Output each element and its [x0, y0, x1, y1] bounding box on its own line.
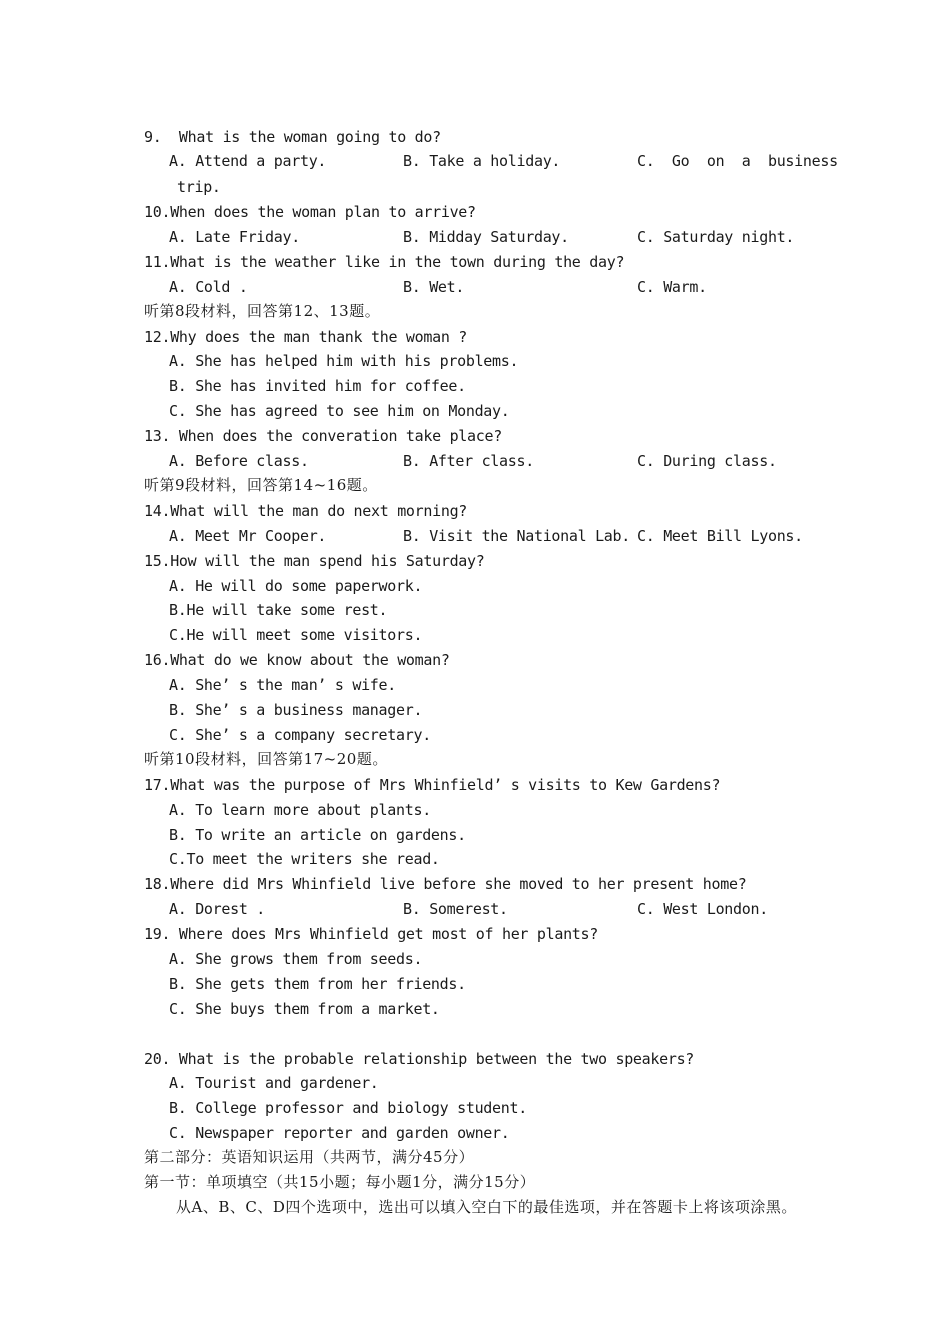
question-16-option-b: B. She’ s a business manager.	[169, 701, 423, 719]
question-14-option-a: A. Meet Mr Cooper.	[169, 527, 327, 545]
question-9-option-b: B. Take a holiday.	[403, 152, 561, 170]
question-16-stem: 16.What do we know about the woman?	[144, 651, 450, 669]
section-9-heading: 听第9段材料，回答第14~16题。	[144, 476, 378, 494]
question-19-stem: 19. Where does Mrs Whinfield get most of her plants?	[144, 925, 599, 943]
question-16-option-c: C. She’ s a company secretary.	[169, 726, 431, 744]
question-18-option-a: A. Dorest .	[169, 900, 266, 918]
question-10-option-c: C. Saturday night.	[637, 228, 795, 246]
question-19-option-a: A. She grows them from seeds.	[169, 950, 423, 968]
part-2-title: 第二部分：英语知识运用（共两节，满分45分）	[144, 1148, 475, 1166]
question-10-option-b: B. Midday Saturday.	[403, 228, 569, 246]
question-11-stem: 11.What is the weather like in the town during the day?	[144, 253, 625, 271]
question-20-stem: 20. What is the probable relationship between the two speakers?	[144, 1050, 695, 1068]
question-13-option-b: B. After class.	[403, 452, 534, 470]
question-11-option-b: B. Wet.	[403, 278, 465, 296]
question-12-option-b: B. She has invited him for coffee.	[169, 377, 466, 395]
question-11-option-a: A. Cold .	[169, 278, 248, 296]
part-2-instruction: 从A、B、C、D四个选项中，选出可以填入空白下的最佳选项，并在答题卡上将该项涂黑。	[176, 1198, 797, 1216]
question-9-option-c-continued: trip.	[177, 178, 221, 196]
question-11-option-c: C. Warm.	[637, 278, 707, 296]
question-14-option-c: C. Meet Bill Lyons.	[637, 527, 803, 545]
question-15-option-b: B.He will take some rest.	[169, 601, 388, 619]
question-12-option-c: C. She has agreed to see him on Monday.	[169, 402, 510, 420]
question-10-option-a: A. Late Friday.	[169, 228, 300, 246]
question-18-option-b: B. Somerest.	[403, 900, 508, 918]
question-19-option-c: C. She buys them from a market.	[169, 1000, 440, 1018]
question-16-option-a: A. She’ s the man’ s wife.	[169, 676, 397, 694]
question-15-stem: 15.How will the man spend his Saturday?	[144, 552, 485, 570]
question-18-stem: 18.Where did Mrs Whinfield live before she moved to her present home?	[144, 875, 747, 893]
question-20-option-a: A. Tourist and gardener.	[169, 1074, 379, 1092]
question-15-option-a: A. He will do some paperwork.	[169, 577, 423, 595]
section-8-heading: 听第8段材料，回答第12、13题。	[144, 302, 381, 320]
question-17-option-b: B. To write an article on gardens.	[169, 826, 466, 844]
question-12-option-a: A. She has helped him with his problems.	[169, 352, 519, 370]
question-20-option-b: B. College professor and biology student.	[169, 1099, 527, 1117]
part-2-section-1-title: 第一节：单项填空（共15小题；每小题1分，满分15分）	[144, 1173, 536, 1191]
question-14-option-b: B. Visit the National Lab.	[403, 527, 631, 545]
question-20-option-c: C. Newspaper reporter and garden owner.	[169, 1124, 510, 1142]
question-19-option-b: B. She gets them from her friends.	[169, 975, 466, 993]
section-10-heading: 听第10段材料，回答第17~20题。	[144, 750, 388, 768]
question-18-option-c: C. West London.	[637, 900, 768, 918]
question-14-stem: 14.What will the man do next morning?	[144, 502, 468, 520]
question-13-option-a: A. Before class.	[169, 452, 309, 470]
question-9-option-c: C. Go on a business	[637, 152, 838, 170]
question-17-option-a: A. To learn more about plants.	[169, 801, 431, 819]
question-12-stem: 12.Why does the man thank the woman ?	[144, 328, 468, 346]
question-17-stem: 17.What was the purpose of Mrs Whinfield’ s visits to Kew Gardens?	[144, 776, 721, 794]
question-17-option-c: C.To meet the writers she read.	[169, 850, 440, 868]
question-10-stem: 10.When does the woman plan to arrive?	[144, 203, 476, 221]
question-13-option-c: C. During class.	[637, 452, 777, 470]
question-9-option-a: A. Attend a party.	[169, 152, 327, 170]
question-9-stem: 9. What is the woman going to do?	[144, 128, 441, 146]
question-15-option-c: C.He will meet some visitors.	[169, 626, 423, 644]
question-13-stem: 13. When does the converation take place?	[144, 427, 502, 445]
